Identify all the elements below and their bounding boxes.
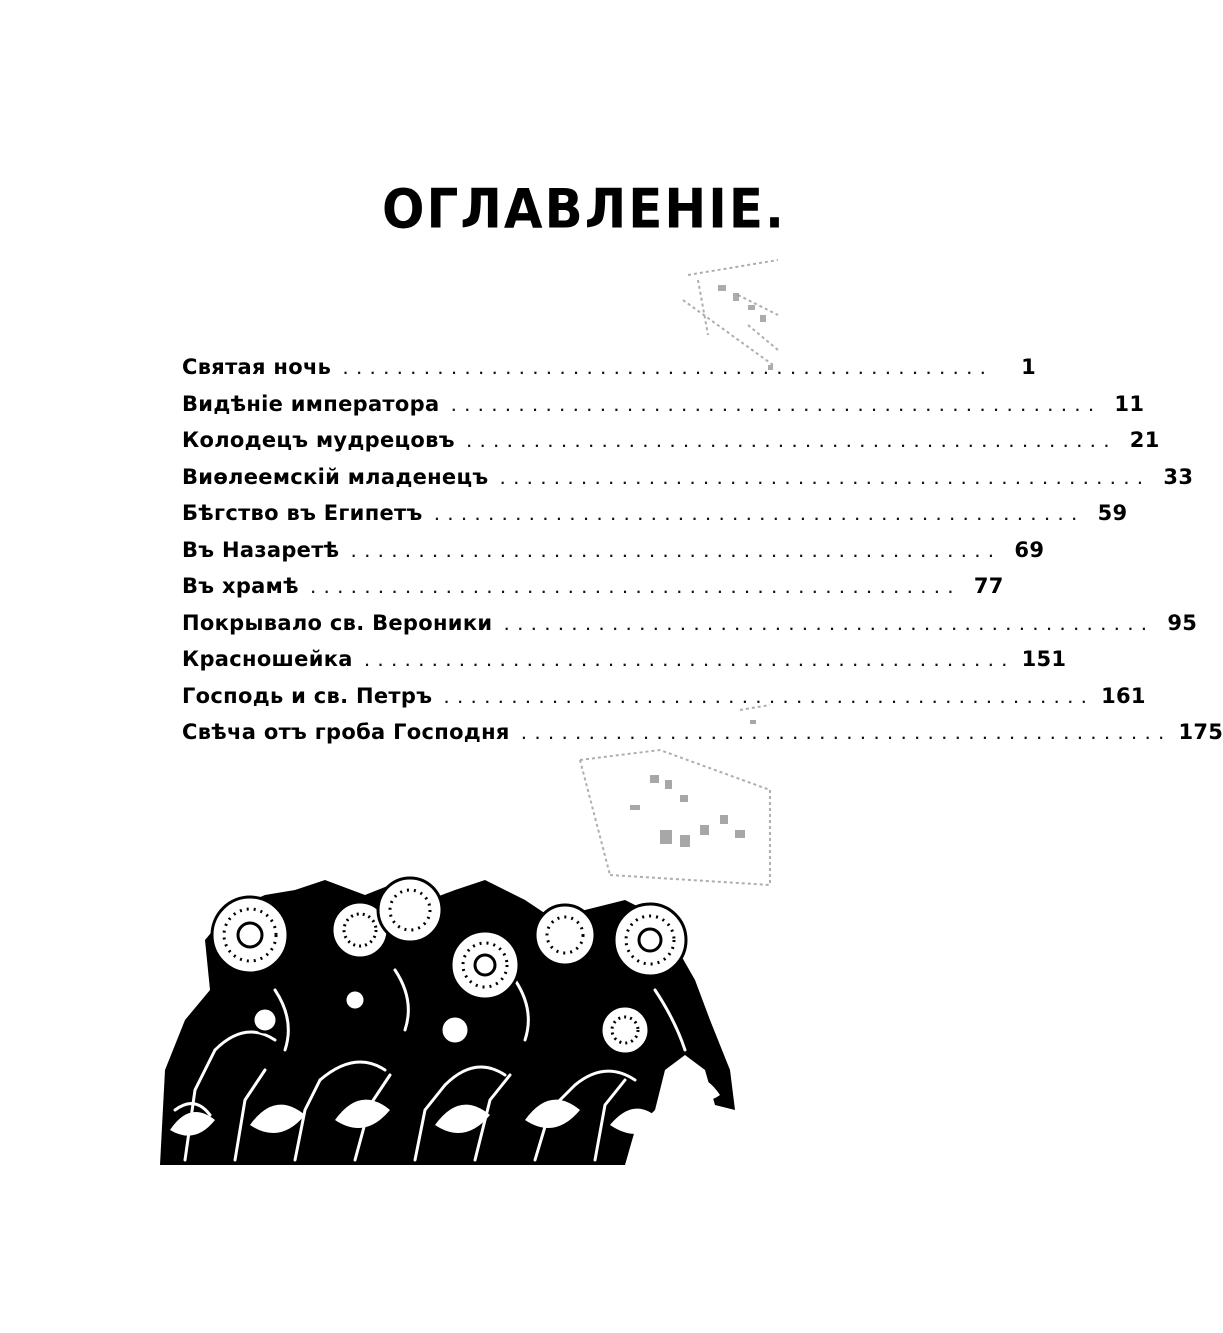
- toc-leader: ................................................: [434, 509, 1086, 523]
- toc-entry-page: 11: [1114, 391, 1145, 416]
- toc-entry-page: 33: [1163, 464, 1194, 489]
- toc-entry-title: Видѣніе императора: [182, 391, 440, 416]
- toc-entry-title: Колодецъ мудрецовъ: [182, 428, 455, 452]
- toc-entry-title: Въ Назаретѣ: [182, 537, 340, 562]
- toc-entry: [182, 464, 1194, 502]
- toc-entry: [182, 391, 1145, 429]
- library-stamp-bottom: [570, 700, 780, 890]
- toc-entry-title: Свѣча отъ гроба Господня: [182, 720, 510, 744]
- toc-entry-title: Святая ночь: [182, 355, 332, 379]
- toc-entry-title: Бѣгство въ Египетъ: [182, 501, 423, 525]
- toc-entry: [182, 537, 1045, 575]
- toc-entry: [182, 574, 1004, 611]
- toc-entry-title: Виѳлеемскій младенецъ: [182, 464, 489, 489]
- toc-entry-page: 151: [1021, 647, 1067, 671]
- toc-entry-page: 161: [1101, 683, 1146, 708]
- toc-leader: ................................................: [451, 399, 1103, 414]
- toc-entry: [182, 610, 1198, 648]
- toc-leader: ................................................: [444, 691, 1096, 706]
- toc-entry-page: 1: [1021, 355, 1037, 379]
- toc-entry-page: 95: [1167, 610, 1198, 635]
- toc-leader: ................................................: [500, 472, 1152, 487]
- toc-leader: ................................................: [504, 618, 1156, 633]
- table-of-contents: [182, 355, 1223, 757]
- toc-leader: ................................................: [351, 545, 1003, 560]
- toc-entry-page: 175: [1178, 720, 1223, 744]
- flowers-illustration: [155, 870, 755, 1170]
- toc-leader: ................................................: [310, 582, 962, 596]
- toc-entry-page: 59: [1097, 501, 1128, 525]
- toc-entry-title: Покрывало св. Вероники: [182, 610, 493, 635]
- toc-entry-page: 77: [973, 574, 1004, 598]
- toc-leader: ................................................: [343, 363, 995, 377]
- toc-leader: ................................................: [466, 436, 1118, 450]
- page-title: ОГЛАВЛЕНІЕ.: [382, 178, 786, 241]
- toc-entry: [182, 355, 1037, 392]
- toc-entry-title: Красношейка: [182, 647, 353, 671]
- toc-entry-title: Господь и св. Петръ: [182, 683, 433, 708]
- toc-entry: [182, 501, 1128, 538]
- toc-entry-page: 69: [1014, 537, 1045, 562]
- toc-entry-page: 21: [1129, 428, 1160, 452]
- toc-entry-title: Въ храмѣ: [182, 574, 299, 598]
- toc-leader: ................................................: [364, 655, 1016, 669]
- toc-entry: [182, 647, 1067, 684]
- toc-entry: [182, 428, 1160, 465]
- toc-leader: ................................................: [521, 728, 1173, 742]
